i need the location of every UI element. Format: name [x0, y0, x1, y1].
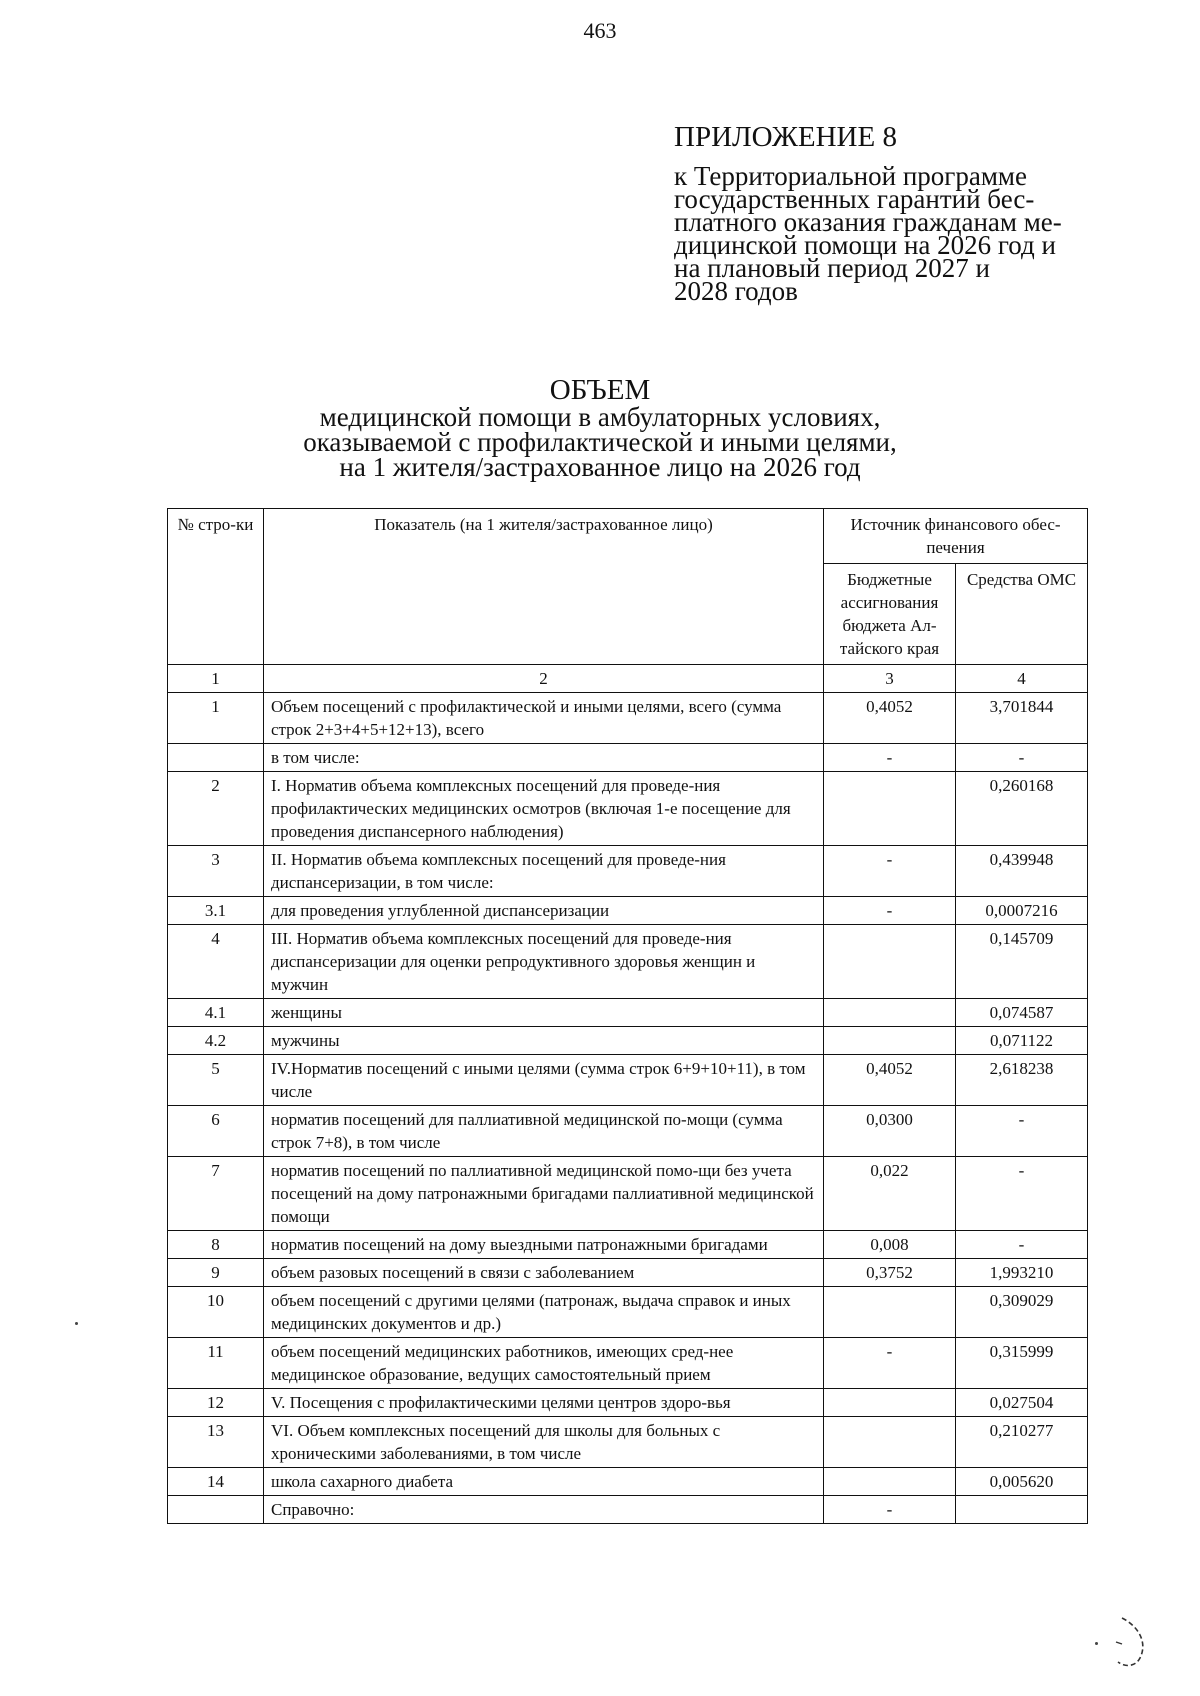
- budget-value-cell: [824, 1389, 956, 1417]
- indicator-cell: Справочно:: [264, 1496, 824, 1524]
- table-row: [168, 1338, 1088, 1389]
- oms-value-cell: 0,0007216: [956, 897, 1088, 925]
- indicator-cell: мужчины: [264, 1027, 824, 1055]
- oms-value-cell: 3,701844: [956, 693, 1088, 744]
- table-row: [168, 1055, 1088, 1106]
- table-row: [168, 1389, 1088, 1417]
- table-row: [168, 1259, 1088, 1287]
- oms-value-cell: 0,071122: [956, 1027, 1088, 1055]
- column-number: 3: [824, 665, 956, 693]
- table-row: [168, 1106, 1088, 1157]
- table-row: [168, 1287, 1088, 1338]
- document-title: [0, 374, 1200, 482]
- appendix-line: дицинской помощи на 2026 год и: [674, 230, 1056, 260]
- row-number-cell: 5: [168, 1055, 264, 1106]
- budget-value-cell: [824, 999, 956, 1027]
- budget-value-cell: 0,3752: [824, 1259, 956, 1287]
- row-number-cell: 13: [168, 1417, 264, 1468]
- row-number-cell: 6: [168, 1106, 264, 1157]
- indicator-cell: объем посещений с другими целями (патронаж, выдача справок и иных медицинских документов и др.): [264, 1287, 824, 1338]
- oms-value-cell: 0,260168: [956, 772, 1088, 846]
- appendix-block: [674, 121, 1094, 306]
- oms-value-cell: 0,439948: [956, 846, 1088, 897]
- budget-value-cell: -: [824, 897, 956, 925]
- table-row: [168, 897, 1088, 925]
- budget-value-cell: [824, 925, 956, 999]
- budget-value-cell: [824, 1417, 956, 1468]
- budget-value-cell: [824, 772, 956, 846]
- header-oms: Средства ОМС: [956, 564, 1088, 665]
- indicator-cell: Объем посещений с профилактической и иными целями, всего (сумма строк 2+3+4+5+12+13), всего: [264, 693, 824, 744]
- scan-speck: [75, 1322, 78, 1325]
- budget-value-cell: [824, 1027, 956, 1055]
- indicator-cell: II. Норматив объема комплексных посещений для проведе-ния диспансеризации, в том числе:: [264, 846, 824, 897]
- indicator-cell: I. Норматив объема комплексных посещений для проведе-ния профилактических медицинских осмотров (включая 1-е посещение для проведения диспансерного наблюдения): [264, 772, 824, 846]
- table-row: [168, 1157, 1088, 1231]
- table-row: [168, 744, 1088, 772]
- oms-value-cell: [956, 1496, 1088, 1524]
- appendix-line: к Территориальной программе: [674, 161, 1027, 191]
- budget-value-cell: 0,4052: [824, 693, 956, 744]
- indicator-cell: III. Норматив объема комплексных посещений для проведе-ния диспансеризации для оценки репродуктивного здоровья женщин и мужчин: [264, 925, 824, 999]
- indicator-cell: V. Посещения с профилактическими целями центров здоро-вья: [264, 1389, 824, 1417]
- indicator-cell: в том числе:: [264, 744, 824, 772]
- header-row-no: № стро-ки: [168, 509, 264, 665]
- appendix-line: на плановый период 2027 и: [674, 253, 990, 283]
- appendix-line: государственных гарантий бес-: [674, 184, 1035, 214]
- table-row: [168, 846, 1088, 897]
- budget-value-cell: -: [824, 846, 956, 897]
- column-number: 4: [956, 665, 1088, 693]
- indicator-cell: норматив посещений на дому выездными патронажными бригадами: [264, 1231, 824, 1259]
- table-row: [168, 1417, 1088, 1468]
- indicator-cell: объем разовых посещений в связи с заболеванием: [264, 1259, 824, 1287]
- page-number: 463: [583, 18, 617, 43]
- indicator-cell: школа сахарного диабета: [264, 1468, 824, 1496]
- row-number-cell: 12: [168, 1389, 264, 1417]
- indicator-cell: женщины: [264, 999, 824, 1027]
- table-body: [168, 693, 1088, 1524]
- scan-speck: [1095, 1642, 1098, 1645]
- row-number-cell: 10: [168, 1287, 264, 1338]
- oms-value-cell: -: [956, 1231, 1088, 1259]
- table-row: [168, 999, 1088, 1027]
- row-number-cell: 2: [168, 772, 264, 846]
- handwritten-mark: [1108, 1612, 1158, 1672]
- budget-value-cell: 0,0300: [824, 1106, 956, 1157]
- row-number-cell: 4.2: [168, 1027, 264, 1055]
- row-number-cell: 3.1: [168, 897, 264, 925]
- oms-value-cell: 0,074587: [956, 999, 1088, 1027]
- oms-value-cell: 2,618238: [956, 1055, 1088, 1106]
- table-row: [168, 772, 1088, 846]
- row-number-cell: 4: [168, 925, 264, 999]
- budget-value-cell: [824, 1468, 956, 1496]
- title-main: ОБЪЕМ: [549, 374, 651, 406]
- row-number-cell: 4.1: [168, 999, 264, 1027]
- row-number-cell: [168, 1496, 264, 1524]
- indicator-cell: норматив посещений для паллиативной медицинской по-мощи (сумма строк 7+8), в том числе: [264, 1106, 824, 1157]
- indicator-cell: для проведения углубленной диспансеризации: [264, 897, 824, 925]
- header-funding-source: Источник финансового обес-печения: [824, 509, 1088, 564]
- column-number: 2: [264, 665, 824, 693]
- column-number: 1: [168, 665, 264, 693]
- row-number-cell: 14: [168, 1468, 264, 1496]
- oms-value-cell: 0,005620: [956, 1468, 1088, 1496]
- indicator-cell: объем посещений медицинских работников, имеющих сред-нее медицинское образование, ведущих самостоятельный прием: [264, 1338, 824, 1389]
- table-row: [168, 925, 1088, 999]
- header-indicator: Показатель (на 1 жителя/застрахованное лицо): [264, 509, 824, 665]
- budget-value-cell: [824, 1287, 956, 1338]
- row-number-cell: 7: [168, 1157, 264, 1231]
- oms-value-cell: -: [956, 1106, 1088, 1157]
- title-line: оказываемой с профилактической и иными целями,: [303, 427, 897, 457]
- title-line: медицинской помощи в амбулаторных условиях,: [319, 402, 881, 432]
- oms-value-cell: -: [956, 744, 1088, 772]
- oms-value-cell: 0,210277: [956, 1417, 1088, 1468]
- budget-value-cell: 0,008: [824, 1231, 956, 1259]
- header-budget: Бюджетные ассигнования бюджета Ал-тайского края: [824, 564, 956, 665]
- row-number-cell: 8: [168, 1231, 264, 1259]
- row-number-cell: 9: [168, 1259, 264, 1287]
- row-number-cell: 1: [168, 693, 264, 744]
- budget-value-cell: 0,4052: [824, 1055, 956, 1106]
- oms-value-cell: 0,315999: [956, 1338, 1088, 1389]
- oms-value-cell: 0,309029: [956, 1287, 1088, 1338]
- budget-value-cell: 0,022: [824, 1157, 956, 1231]
- indicator-cell: норматив посещений по паллиативной медицинской помо-щи без учета посещений на дому патронажными бригадами паллиативной медицинской помощи: [264, 1157, 824, 1231]
- budget-value-cell: -: [824, 1338, 956, 1389]
- indicator-cell: IV.Норматив посещений с иными целями (сумма строк 6+9+10+11), в том числе: [264, 1055, 824, 1106]
- title-line: на 1 жителя/застрахованное лицо на 2026 год: [339, 452, 861, 482]
- table-row: [168, 1231, 1088, 1259]
- budget-value-cell: -: [824, 1496, 956, 1524]
- table-row: [168, 693, 1088, 744]
- row-number-cell: 3: [168, 846, 264, 897]
- budget-value-cell: -: [824, 744, 956, 772]
- row-number-cell: [168, 744, 264, 772]
- oms-value-cell: 1,993210: [956, 1259, 1088, 1287]
- table-row: [168, 1496, 1088, 1524]
- table-row: [168, 1468, 1088, 1496]
- oms-value-cell: -: [956, 1157, 1088, 1231]
- table-row: [168, 1027, 1088, 1055]
- row-number-cell: 11: [168, 1338, 264, 1389]
- appendix-heading: ПРИЛОЖЕНИЕ 8: [674, 121, 897, 153]
- appendix-line: платного оказания гражданам ме-: [674, 207, 1062, 237]
- indicator-cell: VI. Объем комплексных посещений для школы для больных с хроническими заболеваниями, в том числе: [264, 1417, 824, 1468]
- appendix-line: 2028 годов: [674, 276, 798, 306]
- oms-value-cell: 0,145709: [956, 925, 1088, 999]
- oms-value-cell: 0,027504: [956, 1389, 1088, 1417]
- volume-table: [167, 508, 1088, 1524]
